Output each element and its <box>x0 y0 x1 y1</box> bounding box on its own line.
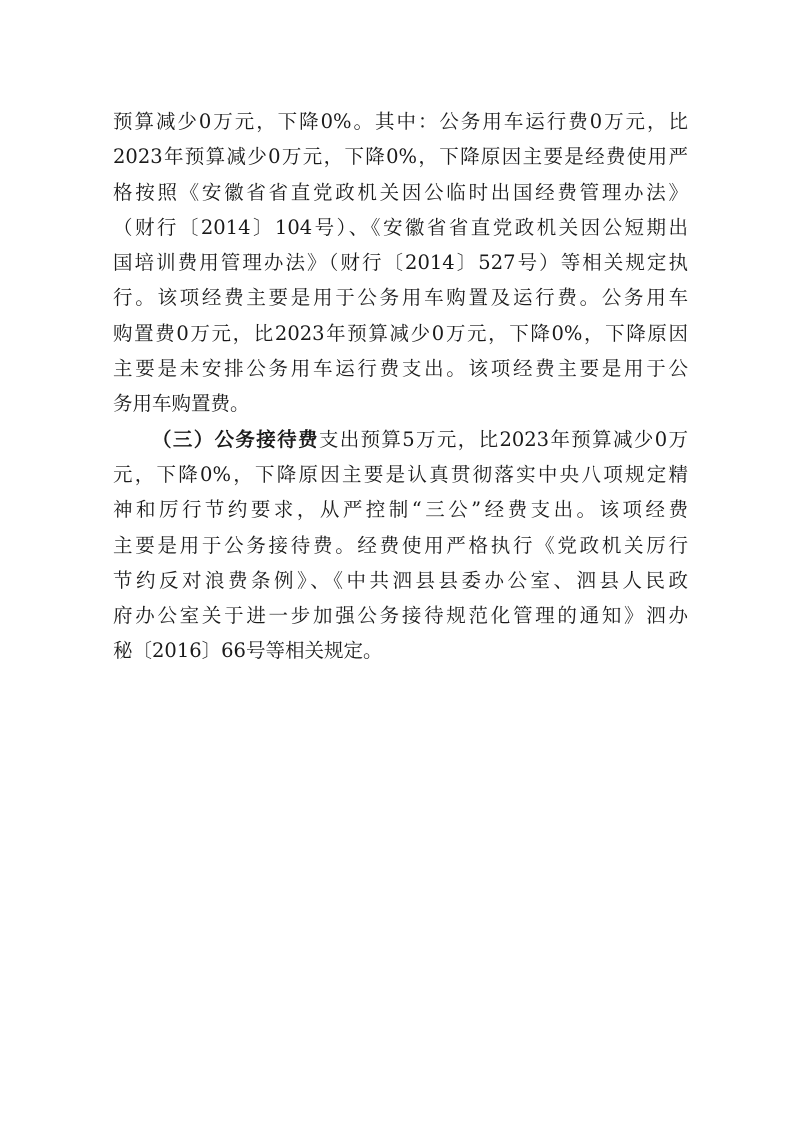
text-line: 购置费0万元，比2023年预算减少0万元，下降0%，下降原因 <box>113 321 688 345</box>
text-line: 府办公室关于进一步加强公务接待规范化管理的通知》泗办 <box>113 604 688 628</box>
text-line: 元，下降0%，下降原因主要是认真贯彻落实中央八项规定精 <box>113 462 688 486</box>
text-line: 神和厉行节约要求，从严控制“三公”经费支出。该项经费 <box>113 498 688 522</box>
text-line: 主要是用于公务接待费。经费使用严格执行《党政机关厉行 <box>113 533 688 557</box>
text-segment: 支出预算5万元，比2023年预算减少0万 <box>318 427 688 451</box>
text-line: 秘〔2016〕66号等相关规定。 <box>113 639 383 663</box>
text-line: 主要是未安排公务用车运行费支出。该项经费主要是用于公 <box>113 357 688 381</box>
text-line: 格按照《安徽省省直党政机关因公临时出国经费管理办法》 <box>113 180 688 204</box>
text-line: 国培训费用管理办法》（财行〔2014〕527号）等相关规定执 <box>113 251 688 275</box>
paragraph-vehicle-expenses <box>113 104 688 422</box>
text-line: 务用车购置费。 <box>113 392 250 416</box>
document-body <box>113 104 688 669</box>
paragraph-reception-expenses <box>113 422 688 669</box>
text-line: 2023年预算减少0万元，下降0%，下降原因主要是经费使用严 <box>113 145 688 169</box>
text-line-first <box>113 422 688 457</box>
text-line: （财行〔2014〕104号）、《安徽省省直党政机关因公短期出 <box>113 215 688 239</box>
text-line: 行。该项经费主要是用于公务用车购置及运行费。公务用车 <box>113 286 688 310</box>
section-heading: （三）公务接待费 <box>152 427 319 451</box>
text-line: 预算减少0万元，下降0%。其中：公务用车运行费0万元，比 <box>113 110 688 133</box>
text-line: 节约反对浪费条例》、《中共泗县县委办公室、泗县人民政 <box>113 568 688 592</box>
